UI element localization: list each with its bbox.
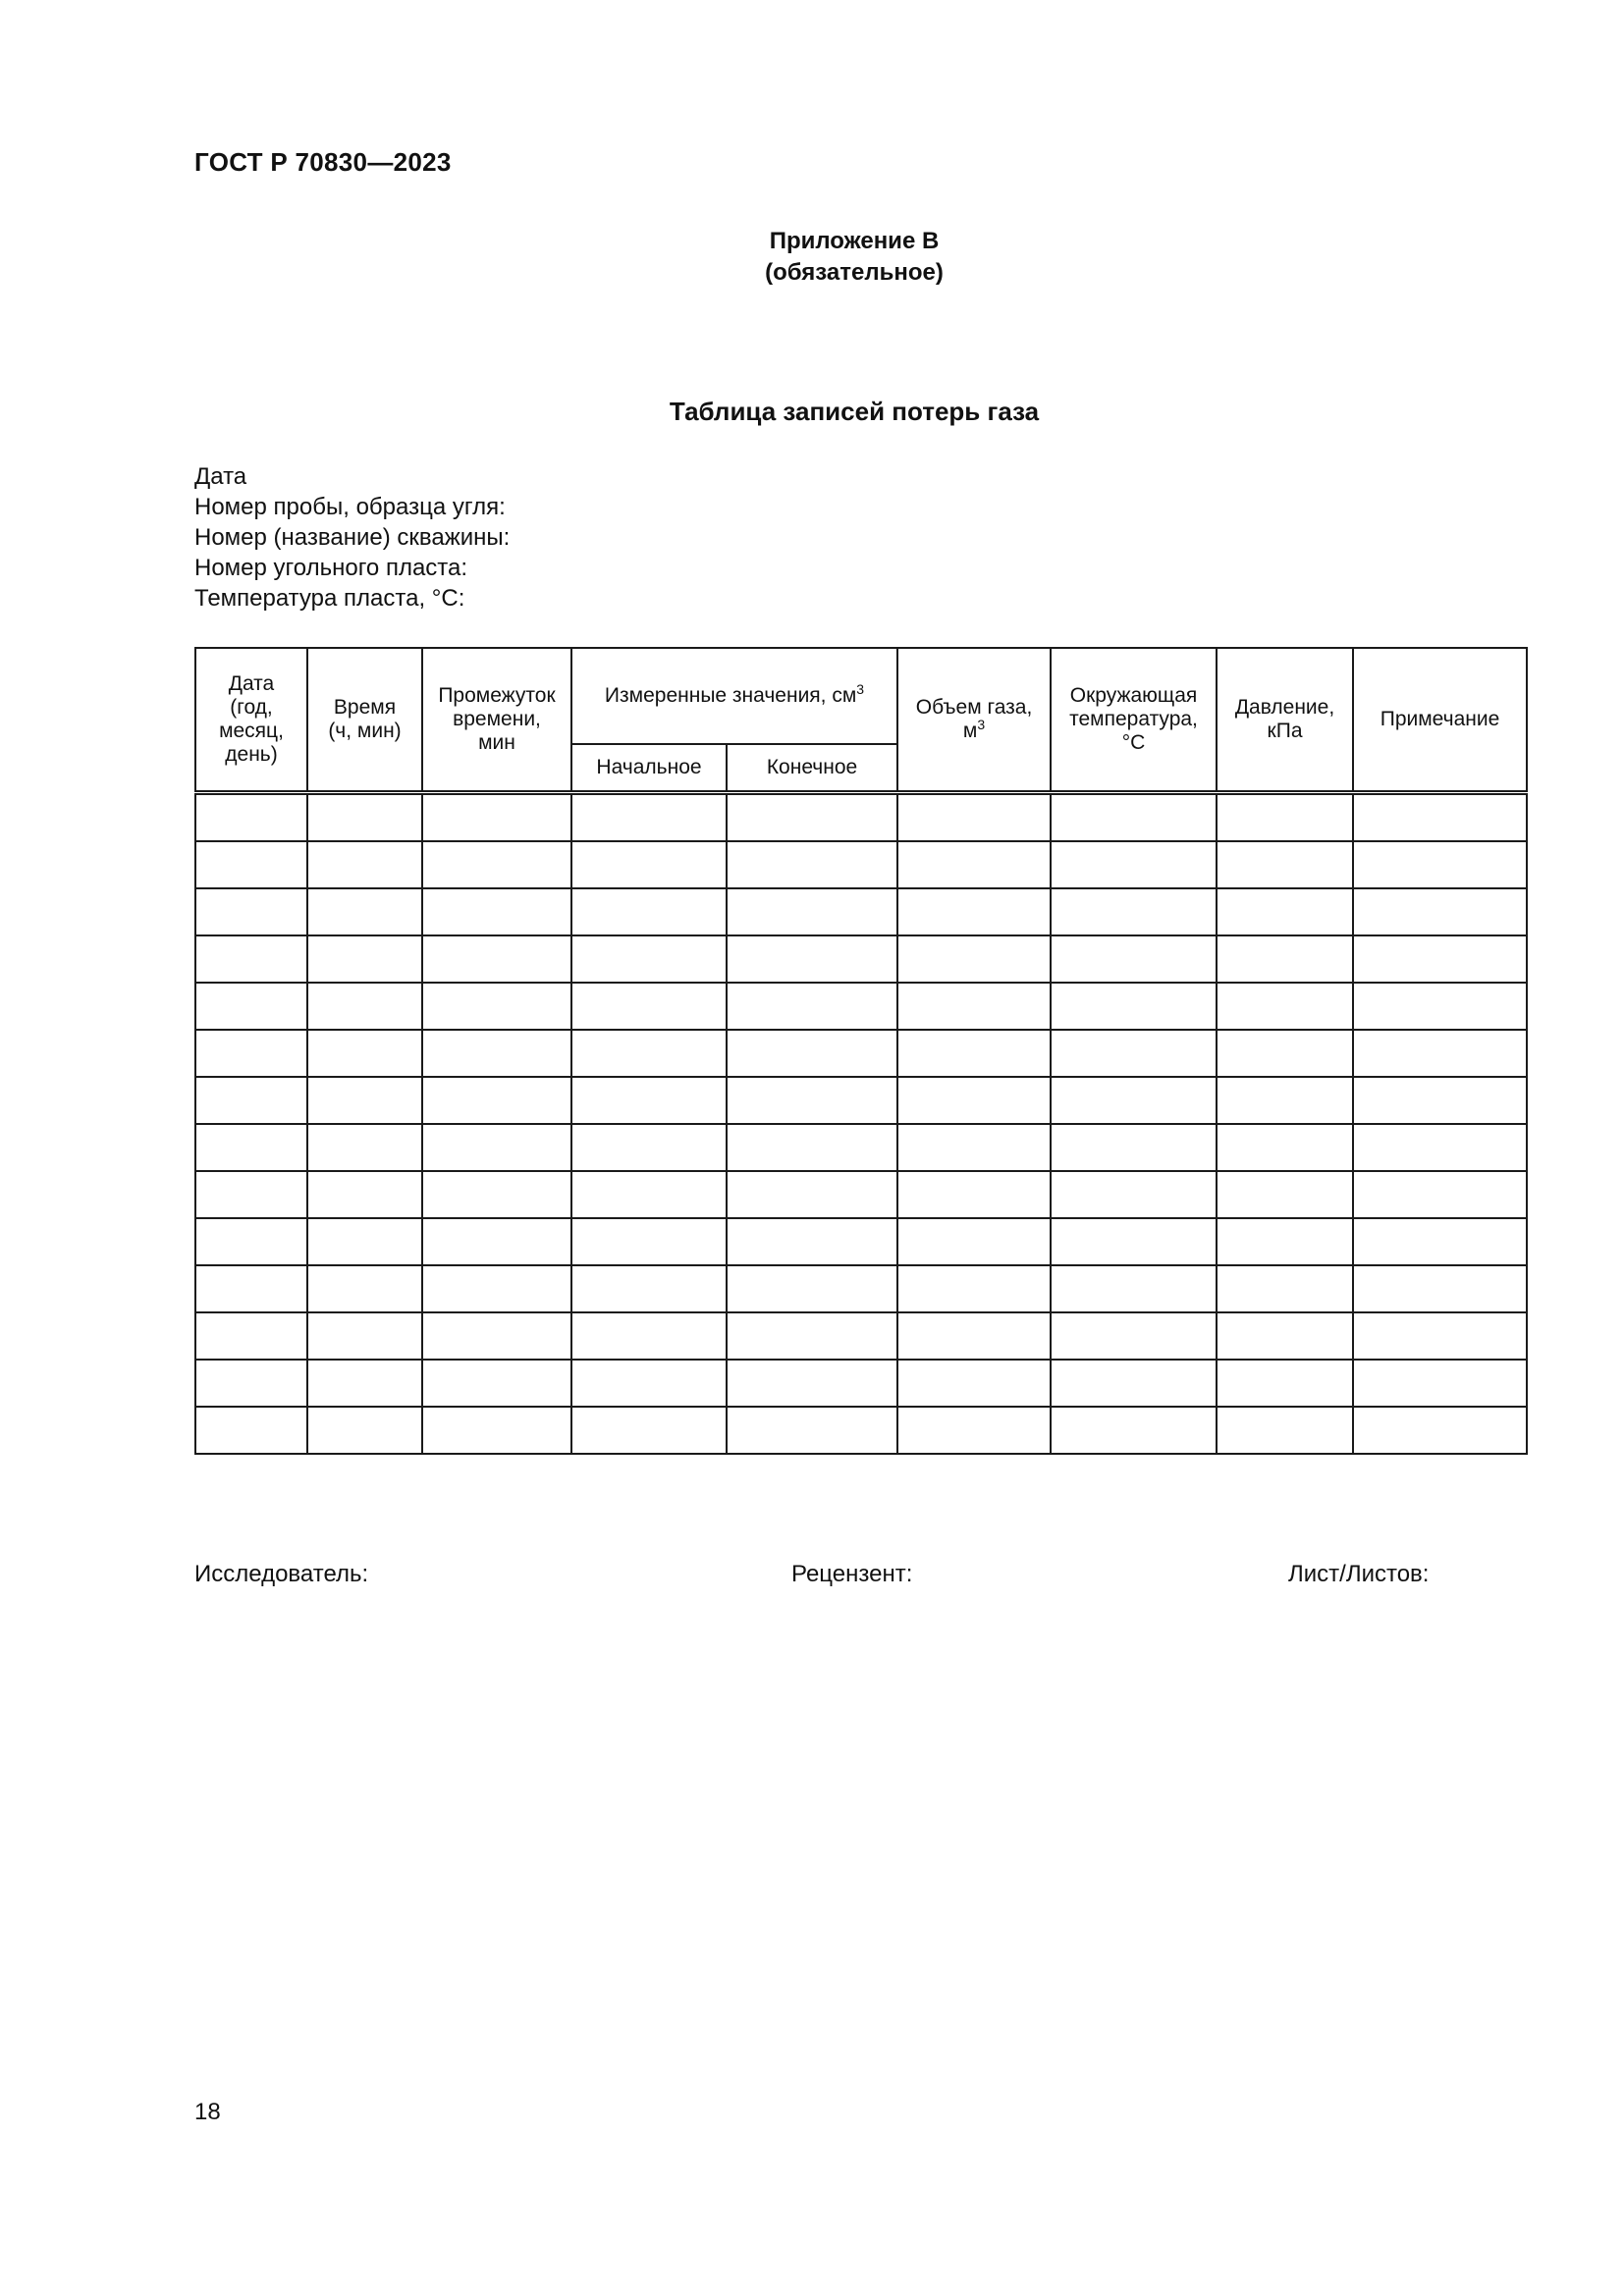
table-cell — [422, 1218, 571, 1265]
table-cell — [727, 1312, 897, 1360]
table-cell — [1051, 1124, 1217, 1171]
table-cell — [1217, 1312, 1353, 1360]
table-cell — [1217, 935, 1353, 983]
col-ambient-temp-header: Окружающая температура, °С — [1051, 648, 1217, 793]
col-measured-header: Измеренные значения, $см^3$ — [571, 648, 897, 744]
table-cell — [1353, 1265, 1527, 1312]
table-row — [195, 1312, 1527, 1360]
table-cell — [1217, 1265, 1353, 1312]
table-cell — [571, 1265, 727, 1312]
table-cell — [571, 841, 727, 888]
table-cell — [571, 1312, 727, 1360]
table-cell — [307, 1312, 422, 1360]
table-cell — [307, 1265, 422, 1312]
col-initial-header: Начальное — [571, 744, 727, 793]
table-cell — [897, 1124, 1051, 1171]
col-final-header: Конечное — [727, 744, 897, 793]
table-cell — [1217, 1407, 1353, 1454]
table-cell — [1217, 1077, 1353, 1124]
standard-code: ГОСТ Р 70830—2023 — [194, 147, 452, 177]
table-cell — [897, 935, 1051, 983]
table-cell — [571, 1171, 727, 1218]
table-cell — [1353, 1077, 1527, 1124]
table-cell — [422, 1360, 571, 1407]
table-cell — [571, 1218, 727, 1265]
table-cell — [1217, 983, 1353, 1030]
table-row — [195, 793, 1527, 842]
table-cell — [571, 1360, 727, 1407]
table-cell — [1051, 1407, 1217, 1454]
table-row — [195, 1407, 1527, 1454]
table-cell — [307, 1407, 422, 1454]
table-cell — [1051, 1171, 1217, 1218]
table-row — [195, 1265, 1527, 1312]
table-row — [195, 935, 1527, 983]
table-row — [195, 841, 1527, 888]
table-cell — [422, 1077, 571, 1124]
table-cell — [195, 1265, 307, 1312]
table-row — [195, 1360, 1527, 1407]
table-cell — [195, 935, 307, 983]
table-cell — [727, 1265, 897, 1312]
table-cell — [307, 1218, 422, 1265]
table-cell — [1051, 793, 1217, 842]
table-cell — [422, 1407, 571, 1454]
table-row — [195, 1030, 1527, 1077]
table-cell — [897, 1171, 1051, 1218]
col-gas-volume-header: Объем газа, $м^3$ — [897, 648, 1051, 793]
table-cell — [727, 888, 897, 935]
table-cell — [422, 841, 571, 888]
table-cell — [1217, 1124, 1353, 1171]
col-date-header: Дата (год, месяц, день) — [195, 648, 307, 793]
table-cell — [307, 888, 422, 935]
table-cell — [195, 1407, 307, 1454]
table-cell — [1353, 888, 1527, 935]
page-number: 18 — [194, 2099, 221, 2125]
table-cell — [195, 793, 307, 842]
table-cell — [307, 1171, 422, 1218]
table-cell — [897, 1218, 1051, 1265]
table-cell — [571, 888, 727, 935]
table-cell — [422, 1124, 571, 1171]
table-cell — [897, 1030, 1051, 1077]
col-pressure-header: Давление, кПа — [1217, 648, 1353, 793]
table-cell — [727, 841, 897, 888]
table-cell — [1051, 1218, 1217, 1265]
field-borehole: Номер (название) скважины: — [194, 524, 511, 551]
table-cell — [571, 1077, 727, 1124]
table-cell — [897, 1265, 1051, 1312]
table-cell — [195, 983, 307, 1030]
table-cell — [422, 1171, 571, 1218]
table-cell — [422, 1030, 571, 1077]
table-cell — [1051, 935, 1217, 983]
table-cell — [1217, 841, 1353, 888]
table-cell — [897, 793, 1051, 842]
table-cell — [1051, 1077, 1217, 1124]
table-cell — [195, 1124, 307, 1171]
table-cell — [897, 1077, 1051, 1124]
table-cell — [1217, 793, 1353, 842]
table-cell — [727, 983, 897, 1030]
table-cell — [1353, 983, 1527, 1030]
table-body — [195, 793, 1527, 1455]
field-seam-number: Номер угольного пласта: — [194, 555, 468, 581]
table-cell — [307, 935, 422, 983]
table-row — [195, 1218, 1527, 1265]
table-cell — [195, 1218, 307, 1265]
table-cell — [1353, 1360, 1527, 1407]
table-cell — [897, 888, 1051, 935]
table-cell — [1217, 1171, 1353, 1218]
table-cell — [1051, 1030, 1217, 1077]
table-row — [195, 983, 1527, 1030]
col-note-header: Примечание — [1353, 648, 1527, 793]
table-cell — [1353, 1218, 1527, 1265]
table-title: Таблица записей потерь газа — [669, 397, 1040, 426]
table-cell — [727, 1171, 897, 1218]
table-cell — [195, 1030, 307, 1077]
table-cell — [422, 793, 571, 842]
table-cell — [1051, 983, 1217, 1030]
table-cell — [1051, 1360, 1217, 1407]
table-cell — [422, 1265, 571, 1312]
table-cell — [307, 1030, 422, 1077]
table-cell — [307, 841, 422, 888]
table-cell — [422, 1312, 571, 1360]
table-cell — [571, 983, 727, 1030]
table-cell — [307, 983, 422, 1030]
table-cell — [727, 1218, 897, 1265]
table-cell — [727, 935, 897, 983]
col-time-header: Время (ч, мин) — [307, 648, 422, 793]
table-cell — [195, 841, 307, 888]
table-cell — [727, 1077, 897, 1124]
table-cell — [571, 1407, 727, 1454]
table-cell — [1217, 888, 1353, 935]
field-sample-number: Номер пробы, образца угля: — [194, 494, 506, 520]
table-cell — [1353, 935, 1527, 983]
table-row — [195, 1171, 1527, 1218]
table-row — [195, 1077, 1527, 1124]
table-cell — [1353, 793, 1527, 842]
table-cell — [1051, 888, 1217, 935]
table-cell — [1353, 1124, 1527, 1171]
annex-status: (обязательное) — [765, 259, 944, 286]
table-cell — [1217, 1218, 1353, 1265]
table-cell — [307, 793, 422, 842]
table-cell — [1353, 1171, 1527, 1218]
table-cell — [1353, 1030, 1527, 1077]
table-cell — [897, 983, 1051, 1030]
table-cell — [727, 793, 897, 842]
table-row — [195, 888, 1527, 935]
record-fields — [194, 461, 510, 614]
table-cell — [1217, 1360, 1353, 1407]
reviewer-label: Рецензент: — [791, 1561, 913, 1587]
table-cell — [571, 1124, 727, 1171]
table-cell — [897, 841, 1051, 888]
table-cell — [1353, 841, 1527, 888]
table-cell — [727, 1407, 897, 1454]
table-cell — [727, 1360, 897, 1407]
sheets-label: Лист/Листов: — [1288, 1561, 1430, 1587]
table-cell — [195, 1171, 307, 1218]
table-cell — [307, 1124, 422, 1171]
table-cell — [727, 1030, 897, 1077]
col-interval-header: Промежуток времени, мин — [422, 648, 571, 793]
table-cell — [1353, 1407, 1527, 1454]
annex-title: Приложение В — [769, 228, 940, 254]
table-cell — [1353, 1312, 1527, 1360]
gas-loss-table — [194, 647, 1528, 1455]
table-cell — [727, 1124, 897, 1171]
table-row — [195, 1124, 1527, 1171]
table-cell — [195, 1360, 307, 1407]
table-cell — [897, 1312, 1051, 1360]
table-cell — [307, 1077, 422, 1124]
table-cell — [897, 1360, 1051, 1407]
field-date: Дата — [194, 463, 247, 490]
table-cell — [571, 793, 727, 842]
table-cell — [195, 1077, 307, 1124]
table-cell — [571, 1030, 727, 1077]
table-cell — [1051, 841, 1217, 888]
table-cell — [195, 888, 307, 935]
table-cell — [571, 935, 727, 983]
table-cell — [1217, 1030, 1353, 1077]
table-cell — [422, 983, 571, 1030]
table-cell — [307, 1360, 422, 1407]
table-cell — [422, 888, 571, 935]
table-cell — [897, 1407, 1051, 1454]
table-cell — [195, 1312, 307, 1360]
table-cell — [1051, 1312, 1217, 1360]
researcher-label: Исследователь: — [194, 1561, 369, 1587]
field-seam-temperature: Температура пласта, °С: — [194, 585, 465, 612]
table-cell — [422, 935, 571, 983]
table-cell — [1051, 1265, 1217, 1312]
